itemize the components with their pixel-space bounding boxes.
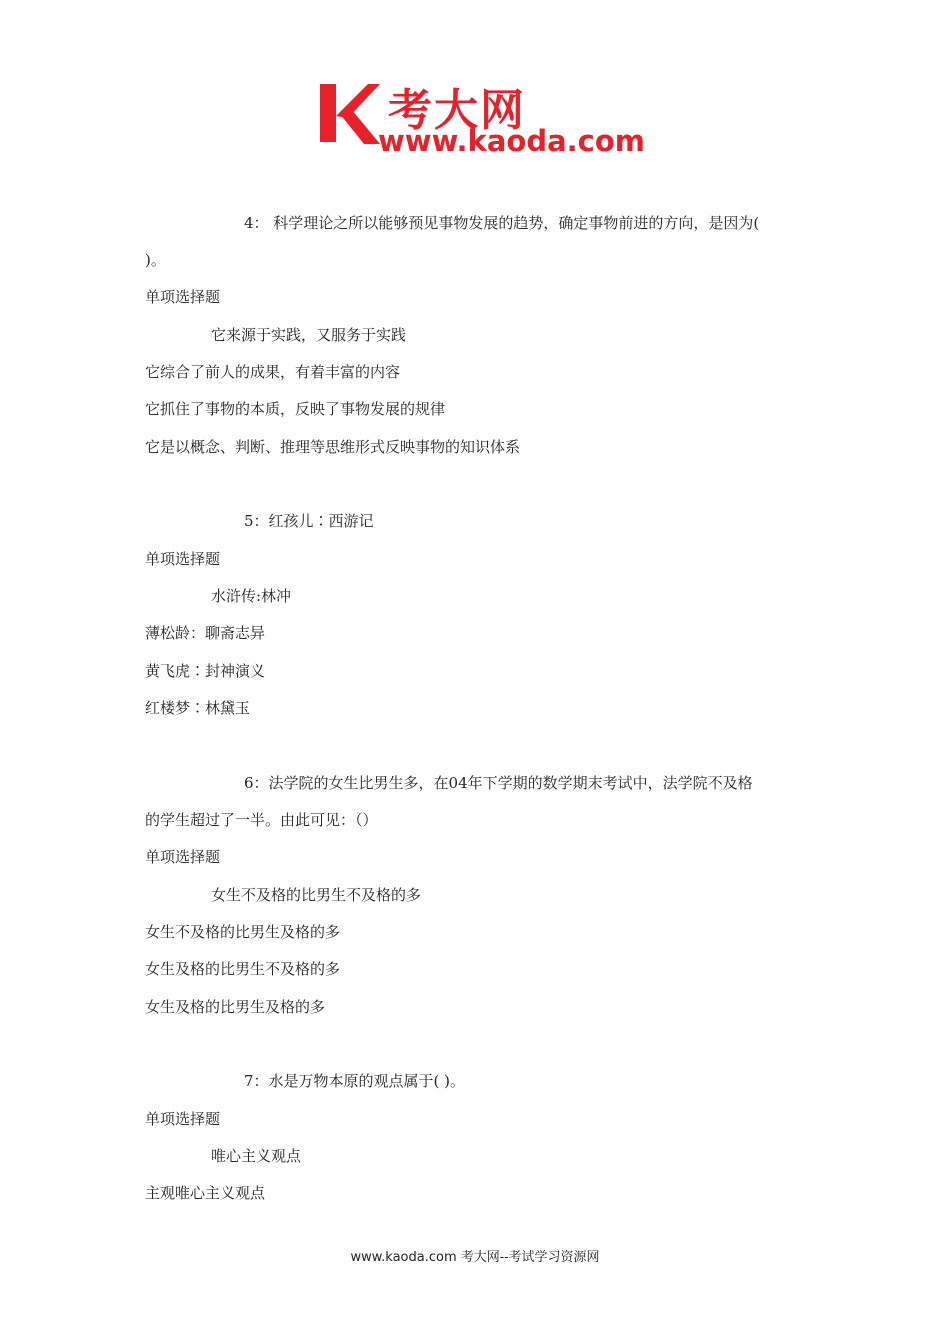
question-4-stem-line1: 4： 科学理论之所以能够预见事物发展的趋势，确定事物前进的方向，是因为( [244, 214, 760, 232]
question-5-type: 单项选择题 [145, 550, 221, 568]
question-7-option-b[interactable]: 主观唯心主义观点 [145, 1184, 266, 1202]
footer-site-text: 考大网--考试学习资源网 [456, 1250, 600, 1265]
question-7-option-a[interactable]: 唯心主义观点 [211, 1147, 302, 1165]
question-6-option-d[interactable]: 女生及格的比男生及格的多 [145, 998, 326, 1016]
question-4-type: 单项选择题 [145, 288, 221, 306]
question-7-type: 单项选择题 [145, 1110, 221, 1128]
question-4-option-a[interactable]: 它来源于实践，又服务于实践 [211, 326, 407, 344]
question-5-option-a[interactable]: 水浒传:林冲 [211, 587, 292, 605]
question-7-stem: 7：水是万物本原的观点属于( )。 [244, 1072, 466, 1090]
question-5-option-c[interactable]: 黄飞虎∶封神演义 [145, 662, 266, 680]
kaoda-logo[interactable] [318, 80, 648, 160]
question-4-option-b[interactable]: 它综合了前人的成果，有着丰富的内容 [145, 363, 401, 381]
logo-brand-text: 考大网 [388, 85, 526, 136]
question-6-type: 单项选择题 [145, 848, 221, 866]
question-6-stem-line2: 的学生超过了一半。由此可见：（） [145, 811, 378, 829]
question-4-option-d[interactable]: 它是以概念、判断、推理等思维形式反映事物的知识体系 [145, 438, 521, 456]
question-6-stem-line1: 6：法学院的女生比男生多，在04年下学期的数学期末考试中，法学院不及格 [244, 774, 753, 792]
page-footer [0, 1246, 950, 1265]
question-4-option-c[interactable]: 它抓住了事物的本质，反映了事物发展的规律 [145, 400, 446, 418]
question-5-option-b[interactable]: 薄松龄：聊斋志异 [145, 624, 266, 642]
logo-url-text: www.kaoda.com [378, 124, 645, 158]
question-6-option-c[interactable]: 女生及格的比男生不及格的多 [145, 960, 341, 978]
question-6-option-b[interactable]: 女生不及格的比男生及格的多 [145, 923, 341, 941]
question-5-option-d[interactable]: 红楼梦∶林黛玉 [145, 699, 251, 717]
question-5-stem: 5：红孩儿∶西游记 [244, 512, 374, 530]
footer-url-link[interactable]: www.kaoda.com [350, 1250, 457, 1265]
question-4-stem-line2: )。 [145, 251, 166, 269]
question-6-option-a[interactable]: 女生不及格的比男生不及格的多 [211, 886, 422, 904]
